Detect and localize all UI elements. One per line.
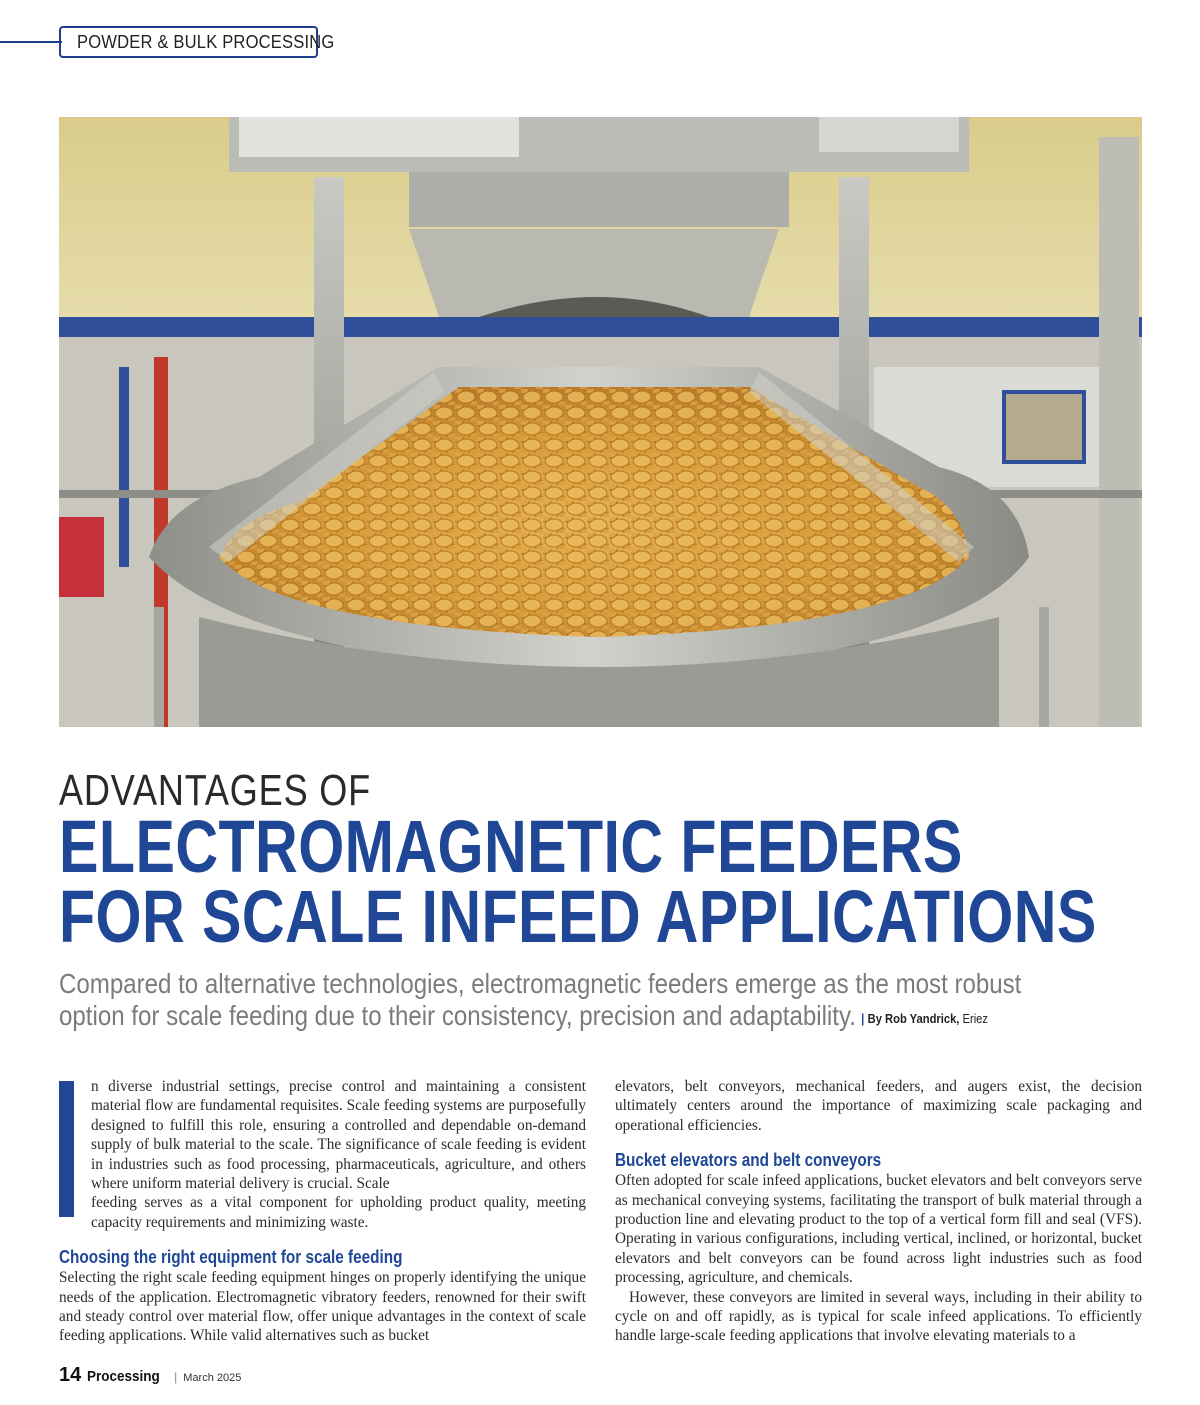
deck-line-1: Compared to alternative technologies, electromagnetic feeders emerge as the most robust (59, 968, 1022, 999)
paragraph-bucket-elevators: Often adopted for scale infeed applications, bucket elevators and belt conveyors serve as mechanical conveying systems, facilitating the transport of bulk material through a production line and elevating product to the top of a vertical form fill and seal (VFS). Operating in various configurations, including vertical, inclined, or horizontal, bucket elevators and belt conveyors can be found across light industries such as food processing, agriculture, and chemicals. (615, 1172, 1142, 1287)
paragraph-limitations: However, these conveyors are limited in several ways, including in their ability to cycle on and off rapidly, as is typical for scale infeed applications. To efficiently handle large-scale feeding applications that involve elevating materials to a (615, 1288, 1142, 1345)
byline: | By Rob Yandrick, Eriez (861, 1011, 988, 1026)
byline-company: Eriez (962, 1011, 988, 1026)
hero-photo (59, 117, 1142, 727)
intro-paragraph (59, 1077, 586, 1232)
section-tag-rule (0, 41, 62, 43)
subhead-bucket-elevators: Bucket elevators and belt conveyors (615, 1150, 882, 1171)
deck-line-2: option for scale feeding due to their consistency, precision and adaptability. (59, 1000, 856, 1031)
article-deck (59, 968, 1022, 1035)
issue-date: March 2025 (183, 1372, 242, 1384)
paragraph-selecting: Selecting the right scale feeding equipment hinges on properly identifying the unique needs of the application. Electromagnetic vibratory feeders, renowned for their swift and steady control over material flow, offer unique advantages in the context of scale feeding applications. While valid alternatives such as bucket (59, 1269, 586, 1345)
body-column-right (615, 1077, 1142, 1346)
intro-lead-text: n diverse industrial settings, precise control and maintaining a consistent material flow are fundamental requisites. Scale feeding systems are purposefully designed to fulfill this role, ensuring a controlled and dependable on-demand supply of bulk material to the scale. The significance of scale feeding is evident in industries such as food processing, pharmaceuticals, agriculture, and others where uniform material delivery is crucial. Scale (91, 1078, 586, 1193)
drop-cap-i (59, 1081, 74, 1217)
page-footer (59, 1364, 241, 1387)
section-tag (59, 26, 335, 58)
section-tag-label: POWDER & BULK PROCESSING (77, 31, 335, 52)
headline-kicker: ADVANTAGES OF (59, 766, 372, 815)
footer-separator: | (174, 1370, 178, 1384)
page-number: 14 (59, 1364, 82, 1386)
body-column-left (59, 1077, 586, 1346)
headline (59, 805, 1097, 958)
paragraph-continued: elevators, belt conveyors, mechanical feeders, and augers exist, the decision ultimately centers around the importance of maximizing scale packaging and operational efficiencies. (615, 1078, 1142, 1134)
subhead-choosing-equipment: Choosing the right equipment for scale feeding (59, 1247, 403, 1268)
headline-line-1: ELECTROMAGNETIC FEEDERS (59, 805, 963, 888)
magazine-name: Processing (87, 1368, 161, 1385)
intro-tail-text: feeding serves as a vital component for upholding product quality, meeting capacity requirements and minimizing waste. (91, 1194, 586, 1231)
feeder-photo-illustration (59, 117, 1142, 727)
headline-line-2: FOR SCALE INFEED APPLICATIONS (59, 875, 1097, 958)
byline-author: By Rob Yandrick, (867, 1011, 960, 1026)
